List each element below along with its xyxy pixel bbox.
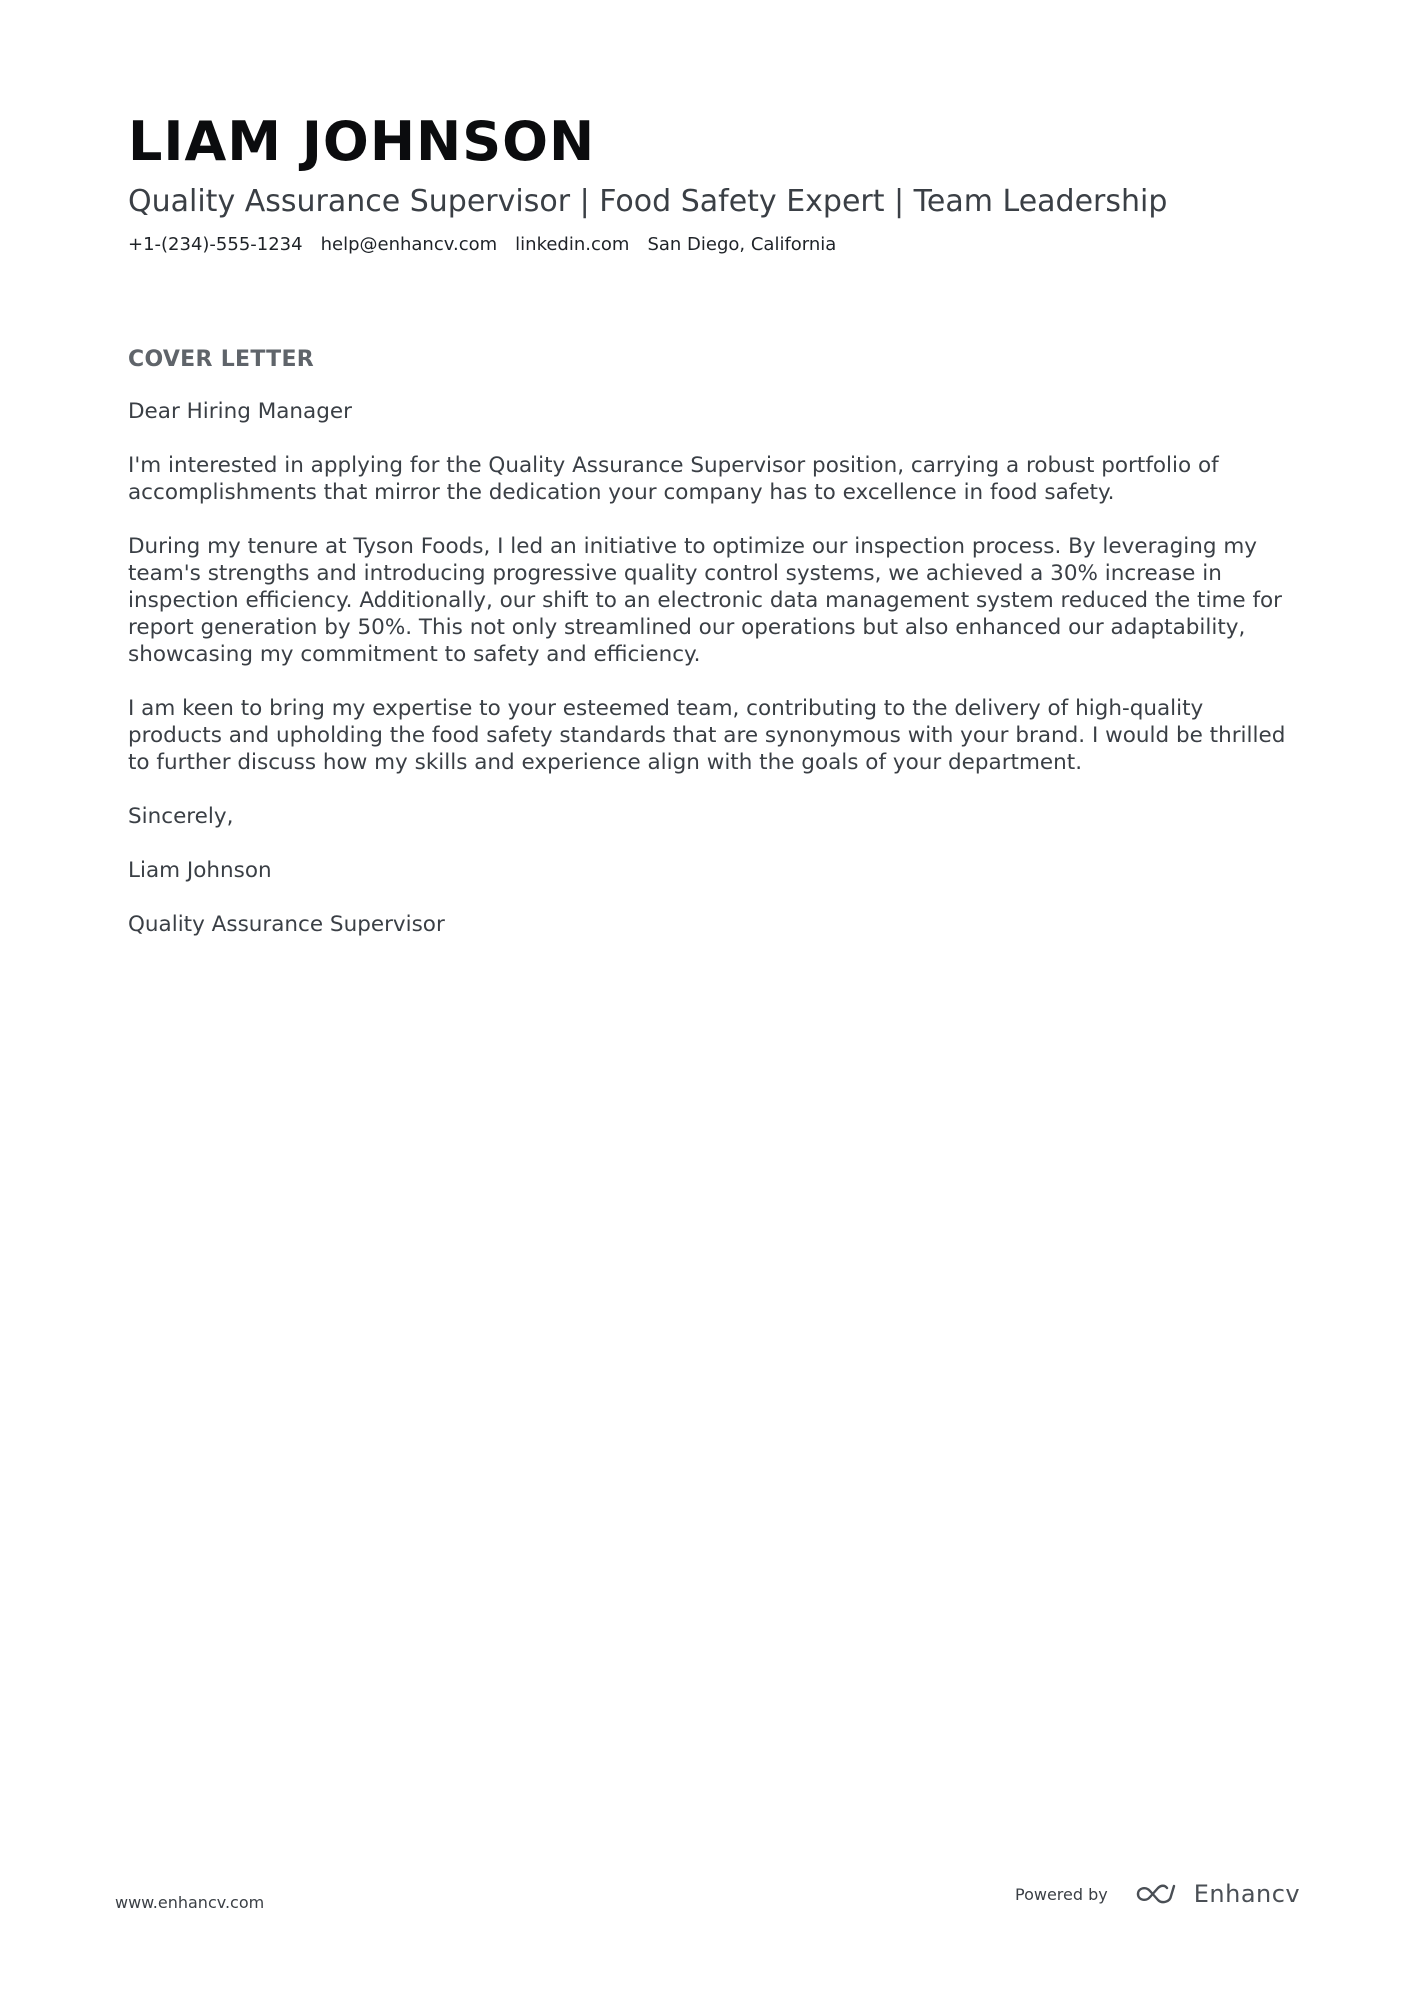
contact-info: [128, 234, 836, 255]
letter-closing: Sincerely,: [128, 804, 234, 829]
powered-by-label: Powered by: [1015, 1884, 1108, 1904]
letter-body: [128, 398, 1288, 965]
signature-title: Quality Assurance Supervisor: [128, 912, 445, 937]
contact-phone[interactable]: +1-(234)-555-1234: [128, 234, 303, 255]
candidate-headline: Quality Assurance Supervisor | Food Safety Expert | Team Leadership: [128, 184, 1168, 219]
candidate-name: LIAM JOHNSON: [128, 110, 596, 173]
footer-powered-by[interactable]: [1015, 1880, 1300, 1908]
brand[interactable]: [1134, 1880, 1300, 1908]
signature-name: Liam Johnson: [128, 858, 272, 883]
contact-location: San Diego, California: [647, 234, 837, 255]
contact-linkedin[interactable]: linkedin.com: [515, 234, 630, 255]
letter-paragraph: I am keen to bring my expertise to your esteemed team, contributing to the delivery of high-quality products and upholding the food safety standards that are synonymous with your brand. I would be thrilled to further discuss how my skills and experience align with the goals of your department.: [128, 696, 1286, 775]
letter-paragraph: I'm interested in applying for the Quality Assurance Supervisor position, carrying a robust portfolio of accomplishments that mirror the dedication your company has to excellence in food safety.: [128, 453, 1219, 505]
section-title-cover-letter: COVER LETTER: [128, 347, 315, 372]
enhancv-logo-icon: [1134, 1882, 1180, 1906]
brand-name: Enhancv: [1193, 1880, 1301, 1908]
letter-paragraph: During my tenure at Tyson Foods, I led an initiative to optimize our inspection process. By leveraging my team's strengths and introducing progressive quality control systems, we achieved a 30% increase in inspection efficiency. Additionally, our shift to an electronic data management system reduced the time for report generation by 50%. This not only streamlined our operations but also enhanced our adaptability, showcasing my commitment to safety and efficiency.: [128, 534, 1283, 667]
contact-email[interactable]: help@enhancv.com: [320, 234, 498, 255]
letter-salutation: Dear Hiring Manager: [128, 399, 352, 424]
footer-website[interactable]: www.enhancv.com: [115, 1893, 265, 1912]
